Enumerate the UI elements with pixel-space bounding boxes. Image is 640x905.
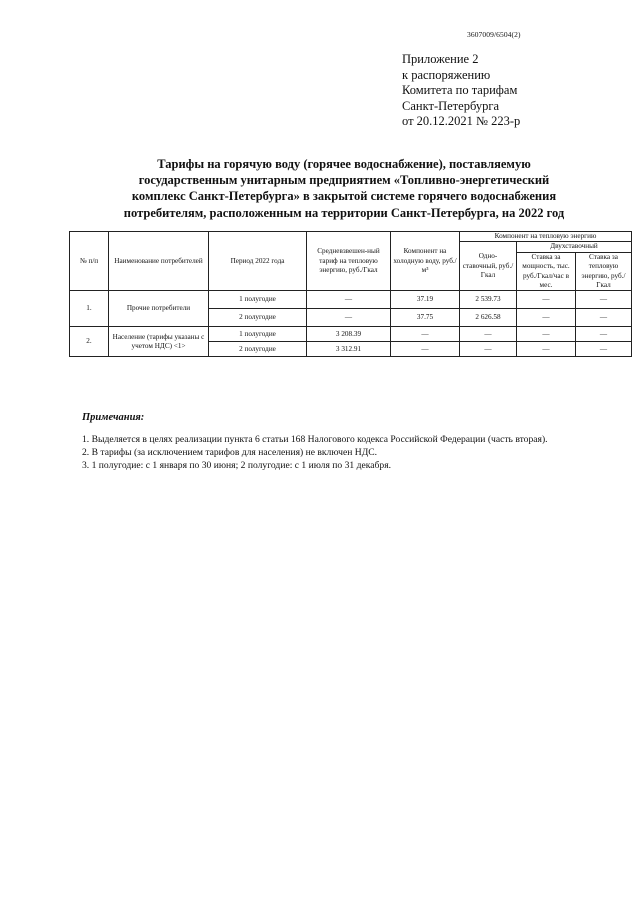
capacity-rate-cell: — bbox=[517, 309, 576, 327]
header-heat-component: Компонент на тепловую энергию bbox=[460, 232, 632, 242]
header-single-rate: Одно-ставочный, руб./Гкал bbox=[460, 242, 517, 291]
capacity-rate-cell: — bbox=[517, 342, 576, 357]
avg-tariff-cell: — bbox=[307, 291, 391, 309]
period-cell: 1 полугодие bbox=[209, 291, 307, 309]
appendix-block bbox=[402, 52, 520, 130]
single-rate-cell: 2 539.73 bbox=[460, 291, 517, 309]
avg-tariff-cell: 3 312.91 bbox=[307, 342, 391, 357]
period-cell: 2 полугодие bbox=[209, 342, 307, 357]
period-cell: 2 полугодие bbox=[209, 309, 307, 327]
note-item: 2. В тарифы (за исключением тарифов для населения) не включен НДС. bbox=[82, 447, 378, 458]
document-id: 3607009/6504(2) bbox=[467, 30, 521, 39]
header-energy-rate: Ставка за тепловую энергию, руб./Гкал bbox=[576, 252, 632, 291]
notes-heading: Примечания: bbox=[82, 412, 145, 423]
row-num: 2. bbox=[70, 327, 109, 357]
document-title bbox=[96, 156, 592, 221]
header-avg-tariff: Средневзвешен-ный тариф на тепловую энергию, руб./Гкал bbox=[307, 232, 391, 291]
consumer-name: Прочие потребители bbox=[109, 291, 209, 327]
table-row bbox=[70, 291, 632, 309]
cold-component-cell: 37.19 bbox=[391, 291, 460, 309]
single-rate-cell: — bbox=[460, 342, 517, 357]
consumer-name: Население (тарифы указаны с учетом НДС) <1> bbox=[109, 327, 209, 357]
header-num: № п/п bbox=[70, 232, 109, 291]
single-rate-cell: — bbox=[460, 327, 517, 342]
header-capacity-rate: Ставка за мощность, тыс. руб./Гкал/час в мес. bbox=[517, 252, 576, 291]
header-two-rate: Двухставочный bbox=[517, 242, 632, 252]
appendix-line: от 20.12.2021 № 223-р bbox=[402, 114, 521, 128]
avg-tariff-cell: — bbox=[307, 309, 391, 327]
note-item: 1. Выделяется в целях реализации пункта 6 статьи 168 Налогового кодекса Российской Федерации (часть вторая). bbox=[82, 434, 548, 445]
capacity-rate-cell: — bbox=[517, 291, 576, 309]
energy-rate-cell: — bbox=[576, 342, 632, 357]
appendix-line: Приложение 2 bbox=[402, 52, 479, 66]
header-consumers: Наименование потребителей bbox=[109, 232, 209, 291]
appendix-line: к распоряжению bbox=[402, 67, 491, 82]
row-num: 1. bbox=[70, 291, 109, 327]
note-item: 3. 1 полугодие: с 1 января по 30 июня; 2 полугодие: с 1 июля по 31 декабря. bbox=[82, 460, 392, 471]
title-line: потребителям, расположенным на территории Санкт-Петербурга, на 2022 год bbox=[123, 205, 565, 220]
cold-component-cell: — bbox=[391, 327, 460, 342]
header-cold-water-component: Компонент на холодную воду, руб./м³ bbox=[391, 232, 460, 291]
table-row bbox=[70, 327, 632, 342]
cold-component-cell: — bbox=[391, 342, 460, 357]
tariff-table bbox=[69, 231, 632, 357]
single-rate-cell: 2 626.58 bbox=[460, 309, 517, 327]
period-cell: 1 полугодие bbox=[209, 327, 307, 342]
header-period: Период 2022 года bbox=[209, 232, 307, 291]
cold-component-cell: 37.75 bbox=[391, 309, 460, 327]
notes-list bbox=[82, 433, 548, 472]
avg-tariff-cell: 3 208.39 bbox=[307, 327, 391, 342]
capacity-rate-cell: — bbox=[517, 327, 576, 342]
title-line: государственным унитарным предприятием «Топливно-энергетический bbox=[138, 173, 550, 188]
appendix-line: Комитета по тарифам bbox=[402, 83, 518, 97]
title-line: Тарифы на горячую воду (горячее водоснабжение), поставляемую bbox=[157, 157, 531, 171]
energy-rate-cell: — bbox=[576, 309, 632, 327]
title-line: комплекс Санкт-Петербурга» в закрытой системе горячего водоснабжения bbox=[131, 189, 557, 204]
energy-rate-cell: — bbox=[576, 291, 632, 309]
energy-rate-cell: — bbox=[576, 327, 632, 342]
appendix-line: Санкт-Петербурга bbox=[402, 98, 500, 113]
